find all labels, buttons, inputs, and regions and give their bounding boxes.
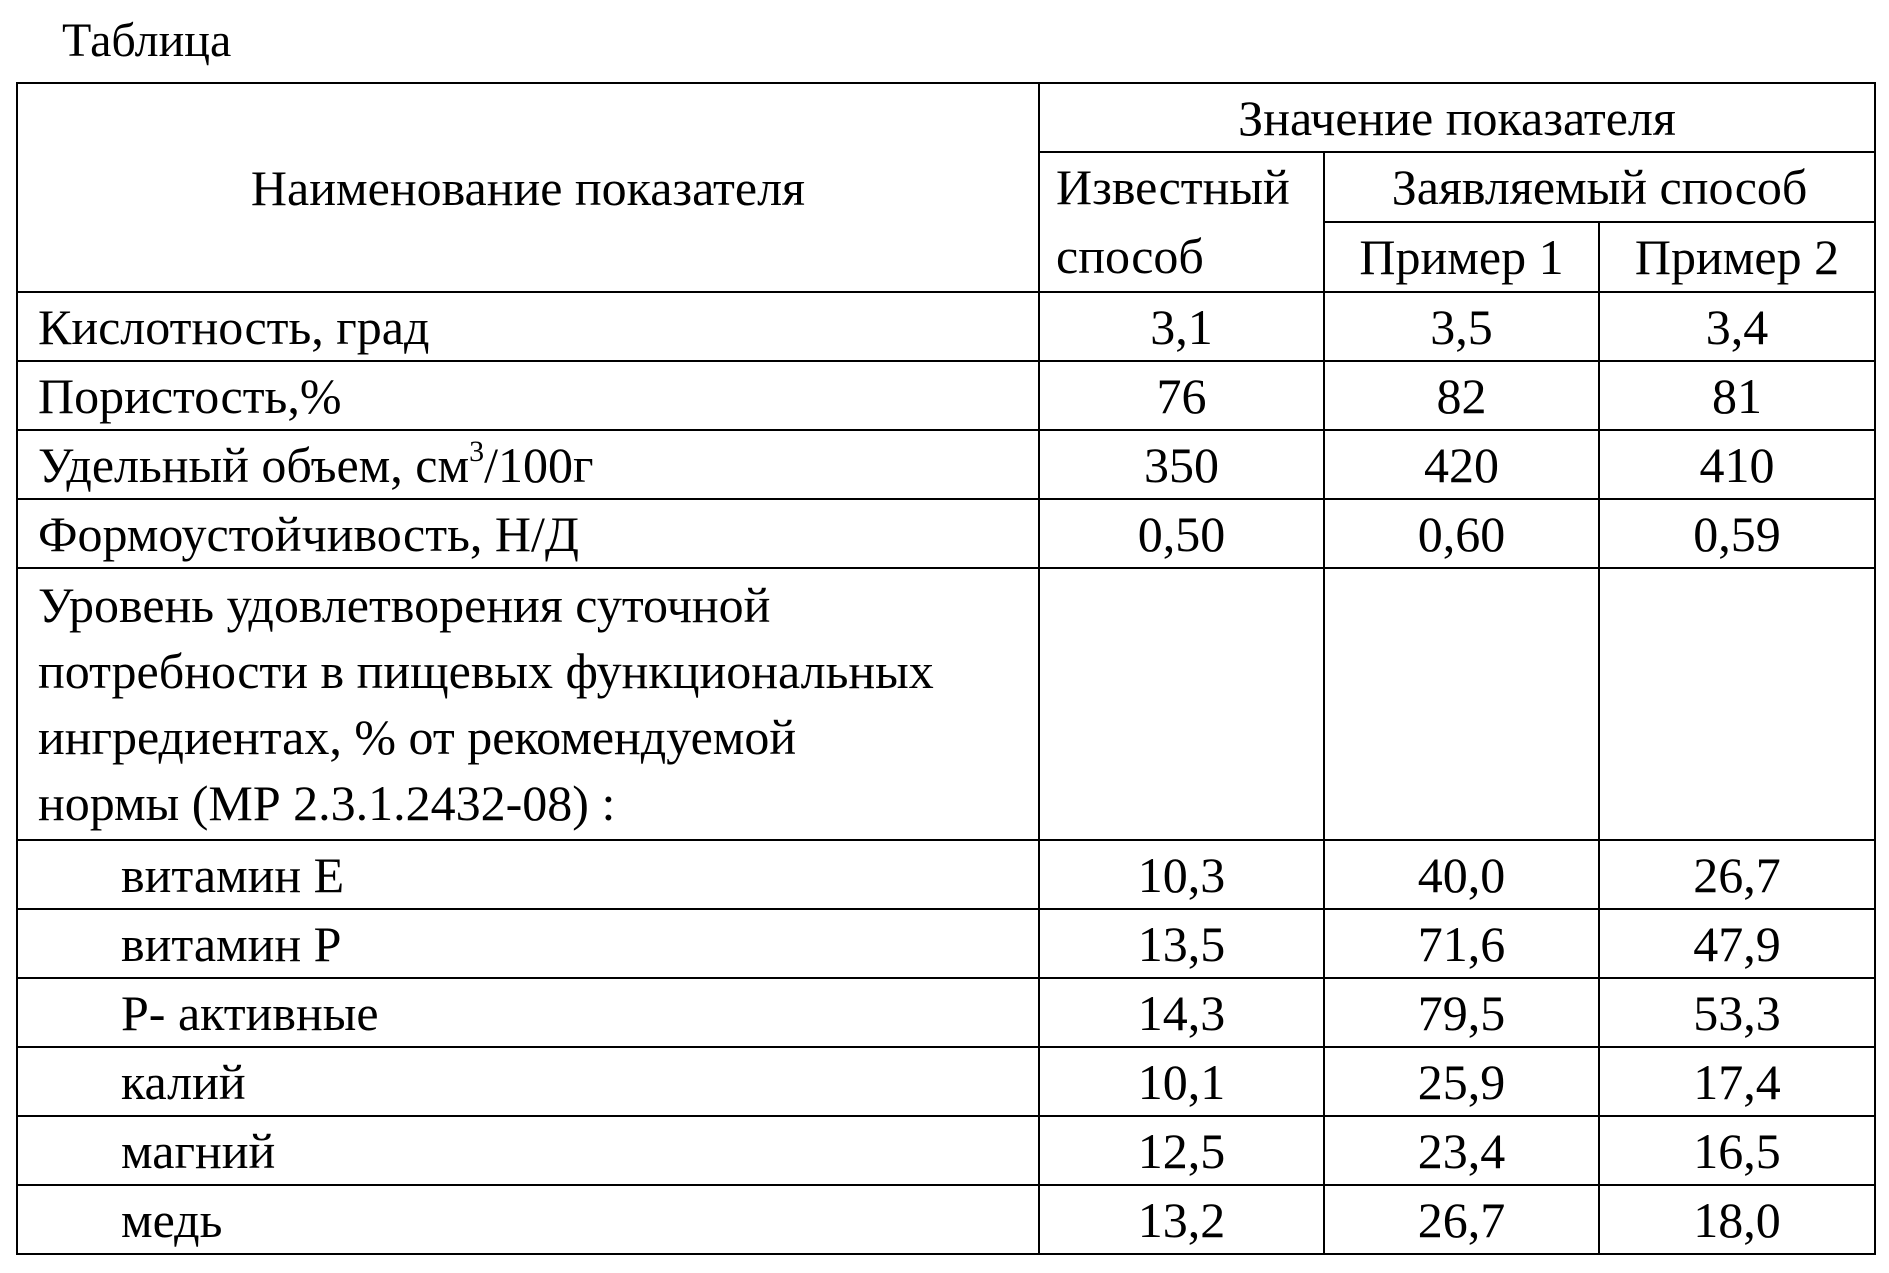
- example-2-value: 16,5: [1599, 1116, 1875, 1185]
- known-value: 350: [1039, 430, 1324, 499]
- known-value: 3,1: [1039, 292, 1324, 361]
- header-example-1: Пример 1: [1324, 222, 1599, 292]
- row-name-suffix: /100г: [484, 436, 594, 493]
- example-1-value: 0,60: [1324, 499, 1599, 568]
- row-name: Р- активные: [17, 978, 1039, 1047]
- row-name: витамин Е: [17, 840, 1039, 909]
- example-2-value: 26,7: [1599, 840, 1875, 909]
- empty-cell: [1039, 568, 1324, 840]
- group-label-line: Уровень удовлетворения суточной: [38, 577, 771, 633]
- known-value: 13,2: [1039, 1185, 1324, 1254]
- table-row: [17, 909, 1875, 978]
- row-name: Пористость,%: [17, 361, 1039, 430]
- known-value: 14,3: [1039, 978, 1324, 1047]
- example-1-value: 23,4: [1324, 1116, 1599, 1185]
- row-name: Кислотность, град: [17, 292, 1039, 361]
- header-known-line1: Известный: [1056, 159, 1290, 215]
- example-1-value: 3,5: [1324, 292, 1599, 361]
- example-2-value: 18,0: [1599, 1185, 1875, 1254]
- group-label-line: ингредиентах, % от рекомендуемой: [38, 709, 797, 765]
- row-name: Формоустойчивость, Н/Д: [17, 499, 1039, 568]
- known-value: 76: [1039, 361, 1324, 430]
- group-label-line: нормы (МР 2.3.1.2432-08) :: [38, 775, 616, 831]
- example-2-value: 0,59: [1599, 499, 1875, 568]
- group-label-row: [17, 568, 1875, 840]
- known-value: 10,3: [1039, 840, 1324, 909]
- row-name-superscript: 3: [469, 434, 485, 468]
- row-name-prefix: Удельный объем, см: [38, 436, 470, 493]
- example-1-value: 71,6: [1324, 909, 1599, 978]
- group-label-line: потребности в пищевых функциональных: [38, 643, 934, 699]
- row-name: калий: [17, 1047, 1039, 1116]
- row-name: [17, 430, 1039, 499]
- row-name: медь: [17, 1185, 1039, 1254]
- table-row: [17, 361, 1875, 430]
- example-1-value: 79,5: [1324, 978, 1599, 1047]
- table-caption: Таблица: [62, 14, 232, 67]
- header-known-method: [1039, 152, 1324, 292]
- header-indicator-name: Наименование показателя: [17, 83, 1039, 292]
- table-row: [17, 840, 1875, 909]
- table-row: [17, 499, 1875, 568]
- table-row: [17, 1185, 1875, 1254]
- row-name: магний: [17, 1116, 1039, 1185]
- empty-cell: [1324, 568, 1599, 840]
- known-value: 0,50: [1039, 499, 1324, 568]
- group-label: [17, 568, 1039, 840]
- example-2-value: 47,9: [1599, 909, 1875, 978]
- example-1-value: 40,0: [1324, 840, 1599, 909]
- known-value: 12,5: [1039, 1116, 1324, 1185]
- known-value: 10,1: [1039, 1047, 1324, 1116]
- example-2-value: 410: [1599, 430, 1875, 499]
- table-row: [17, 430, 1875, 499]
- example-1-value: 26,7: [1324, 1185, 1599, 1254]
- table-row: [17, 1047, 1875, 1116]
- table-row: [17, 978, 1875, 1047]
- table-row: [17, 1116, 1875, 1185]
- example-1-value: 25,9: [1324, 1047, 1599, 1116]
- header-claimed-method: Заявляемый способ: [1324, 152, 1875, 222]
- example-2-value: 53,3: [1599, 978, 1875, 1047]
- known-value: 13,5: [1039, 909, 1324, 978]
- header-row-1: [17, 83, 1875, 152]
- indicator-table: [16, 82, 1876, 1255]
- header-example-2: Пример 2: [1599, 222, 1875, 292]
- empty-cell: [1599, 568, 1875, 840]
- table-row: [17, 292, 1875, 361]
- row-name: витамин Р: [17, 909, 1039, 978]
- example-2-value: 3,4: [1599, 292, 1875, 361]
- example-1-value: 420: [1324, 430, 1599, 499]
- example-2-value: 81: [1599, 361, 1875, 430]
- header-known-line2: способ: [1056, 228, 1204, 284]
- example-1-value: 82: [1324, 361, 1599, 430]
- example-2-value: 17,4: [1599, 1047, 1875, 1116]
- header-indicator-value: Значение показателя: [1039, 83, 1875, 152]
